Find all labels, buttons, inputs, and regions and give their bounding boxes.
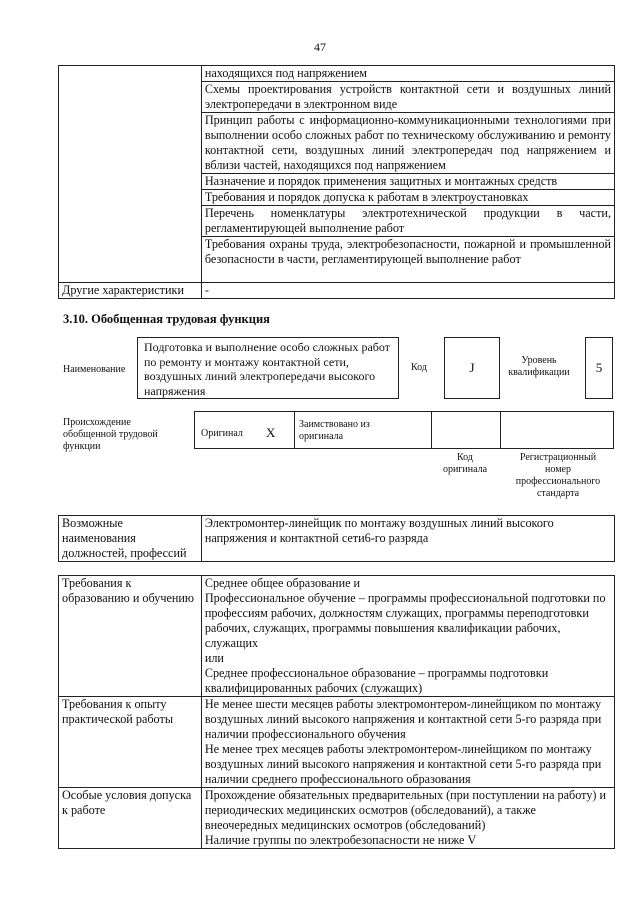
positions-value: Электромонтер-линейщик по монтажу воздушных линий высокого напряжения и контактной сети6-го разряда xyxy=(201,516,614,562)
knowledge-label-cell xyxy=(59,66,202,283)
experience-value xyxy=(201,697,614,788)
borrowed-label: Заимствовано из оригинала xyxy=(299,419,370,442)
level-label: Уровень квалификации xyxy=(508,355,570,378)
level-value: 5 xyxy=(595,360,603,375)
positions-label: Возможные наименования должностей, профессий xyxy=(59,516,202,562)
name-label: Наименование xyxy=(63,364,126,375)
caption-code-original: Код оригинала xyxy=(442,452,488,475)
knowledge-row: находящихся под напряжением xyxy=(201,66,614,82)
knowledge-row: Требования и порядок допуска к работам в электроустановках xyxy=(201,190,614,206)
origin-label: Происхождение обобщенной трудовой функции xyxy=(63,417,158,452)
positions-table xyxy=(58,515,615,562)
knowledge-row: Требования охраны труда, электробезопасности, пожарной и промышленной безопасности в части, регламентирующей выполнение работ xyxy=(201,237,614,283)
education-line: Среднее профессиональное образование – программы подготовки квалифицированных рабочих (служащих) xyxy=(204,666,549,695)
knowledge-row: Назначение и порядок применения защитных и монтажных средств xyxy=(201,174,614,190)
caption-registration-number: Регистрационный номер профессионального стандарта xyxy=(515,452,601,499)
education-line: или xyxy=(204,651,224,665)
knowledge-table xyxy=(58,65,615,299)
level-value-box xyxy=(585,337,613,399)
education-value xyxy=(201,576,614,697)
original-label: Оригинал xyxy=(201,428,243,439)
origin-divider xyxy=(431,411,432,449)
code-label: Код xyxy=(411,362,427,373)
other-characteristics-value: - xyxy=(201,283,614,299)
origin-divider xyxy=(294,411,295,449)
education-line: Среднее общее образование и xyxy=(204,576,361,590)
education-label: Требования к образованию и обучению xyxy=(59,576,202,697)
experience-label: Требования к опыту практической работы xyxy=(59,697,202,788)
origin-divider xyxy=(500,411,501,449)
section-heading: 3.10. Обобщенная трудовая функция xyxy=(63,312,270,326)
special-conditions-value xyxy=(201,788,614,849)
experience-line: Не менее трех месяцев работы электромонтером-линейщиком по монтажу воздушных линий высокого напряжения и контактной сети 5-го разряда при наличии среднего профессионального образования xyxy=(204,742,602,786)
code-value: J xyxy=(469,360,475,375)
page-number: 47 xyxy=(314,40,326,54)
requirements-table xyxy=(58,575,615,849)
knowledge-row: Перечень номенклатуры электротехнической продукции в части, регламентирующей выполнение работ xyxy=(201,206,614,237)
other-characteristics-label: Другие характеристики xyxy=(59,283,202,299)
special-conditions-line: Наличие группы по электробезопасности не ниже V xyxy=(204,833,477,847)
origin-box xyxy=(194,411,614,449)
name-value-box xyxy=(137,337,399,399)
knowledge-row: Принцип работы с информационно-коммуникационными технологиями при выполнении особо сложных работ по техническому обслуживанию и ремонту контактной сети, воздушных линий электропередач под напряжением и вблизи частей, находящихся под напряжением xyxy=(201,113,614,174)
experience-line: Не менее шести месяцев работы электромонтером-линейщиком по монтажу воздушных линий высокого напряжения и контактной сети 5-го разряда при наличии профессионального обучения xyxy=(204,697,602,741)
special-conditions-label: Особые условия допуска к работе xyxy=(59,788,202,849)
knowledge-row: Схемы проектирования устройств контактной сети и воздушных линий электропередачи в электронном виде xyxy=(201,82,614,113)
original-mark: X xyxy=(266,425,276,440)
code-value-box xyxy=(444,337,500,399)
name-value: Подготовка и выполнение особо сложных работ по ремонту и монтажу контактной сети, воздушных линий электропередачи высокого напряжения xyxy=(144,340,390,398)
special-conditions-line: Прохождение обязательных предварительных (при поступлении на работу) и периодических медицинских осмотров (обследований), а также внеочередных медицинских осмотров (обследований) xyxy=(204,788,607,832)
education-line: Профессиональное обучение – программы профессиональной подготовки по профессиям рабочих, должностям служащих, программы переподготовки рабочих, служащих, программы повышения квалификации рабочих, служащих xyxy=(204,591,606,650)
